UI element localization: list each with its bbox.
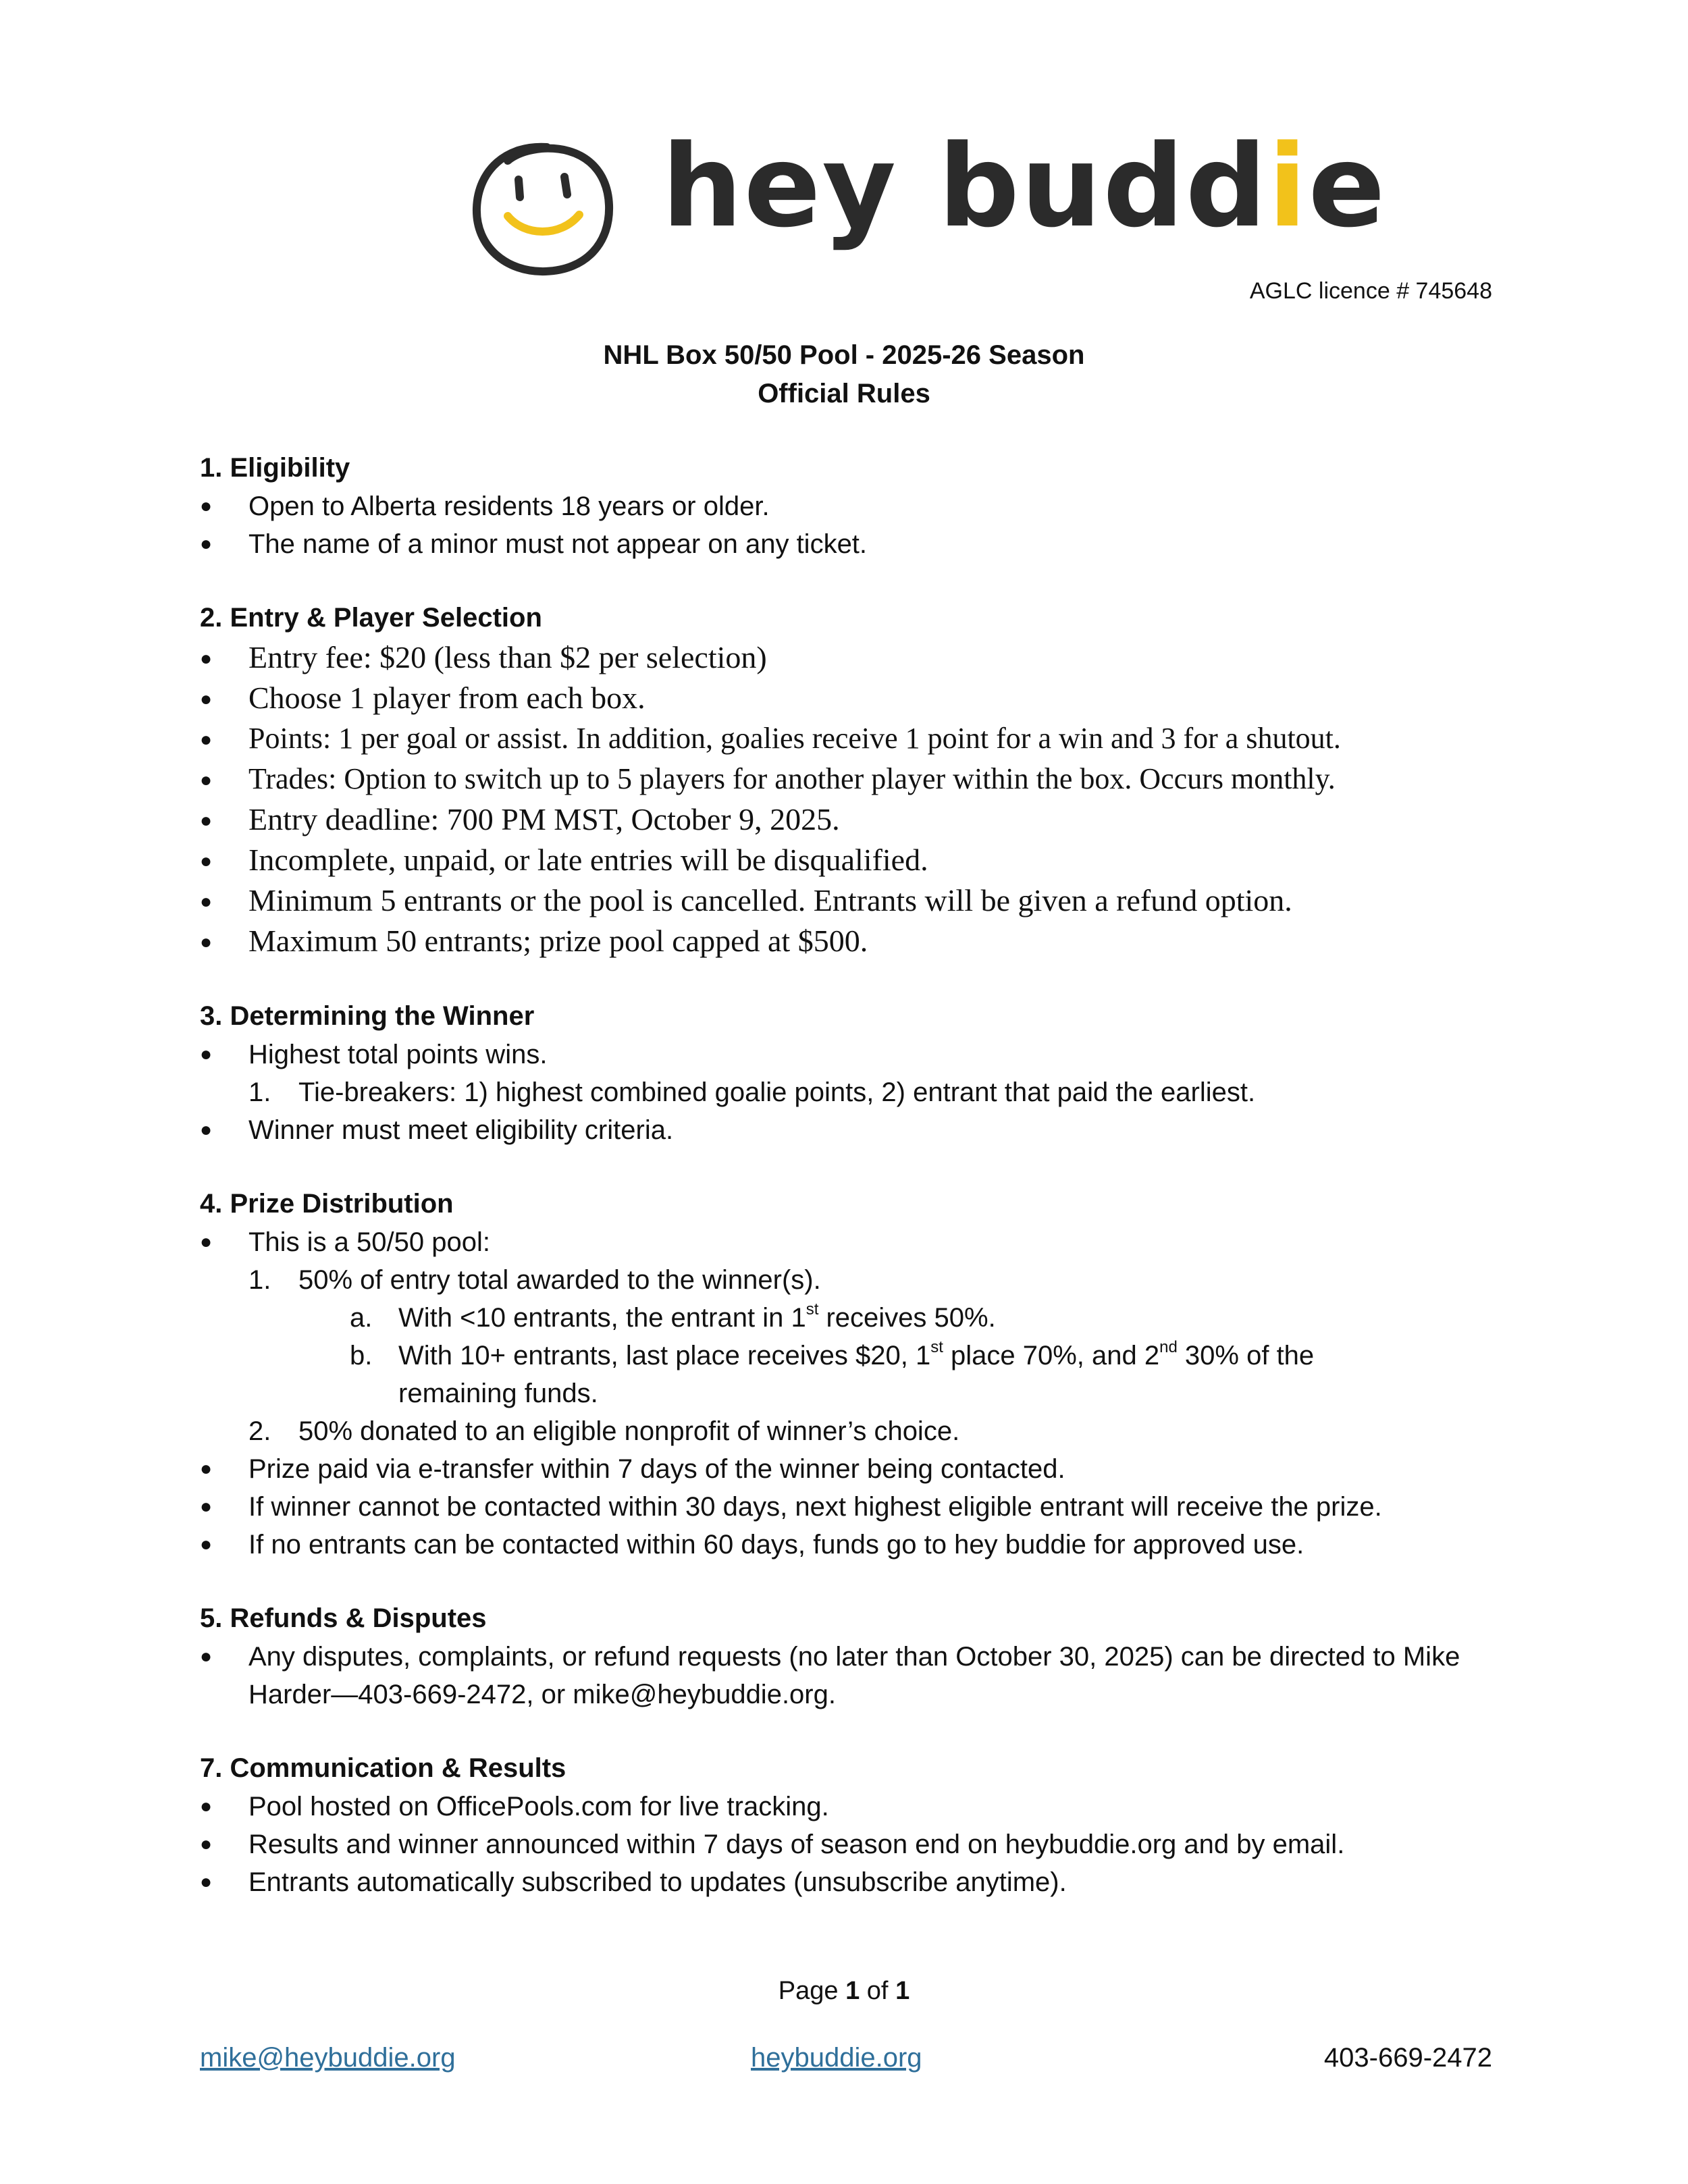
list-item: ● Winner must meet eligibility criteria. (200, 1111, 1496, 1149)
footer-phone: 403-669-2472 (1323, 2043, 1492, 2073)
section-heading-refunds: 5. Refunds & Disputes (200, 1603, 487, 1633)
list-item: ● Minimum 5 entrants or the pool is cancelled. Entrants will be given a refund option. (200, 880, 1496, 921)
section-heading-eligibility: 1. Eligibility (200, 453, 350, 483)
list-item: ● Entry deadline: 700 PM MST, October 9, 2025. (200, 799, 1496, 840)
list-item: ● Trades: Option to switch up to 5 players for another player within the box. Occurs monthly. (200, 759, 1496, 799)
footer-email-link[interactable]: mike@heybuddie.org (200, 2043, 456, 2073)
list-item: 2. 50% donated to an eligible nonprofit of winner’s choice. (248, 1416, 960, 1446)
bullet-icon: ● (200, 809, 213, 832)
bullet-icon: ● (200, 1231, 213, 1253)
section-heading-winner: 3. Determining the Winner (200, 1001, 535, 1031)
section-heading-prize: 4. Prize Distribution (200, 1189, 454, 1219)
bullet-icon: ● (200, 1871, 213, 1893)
bullet-icon: ● (200, 1043, 213, 1065)
list-item: ● Any disputes, complaints, or refund requests (no later than October 30, 2025) can be directed to Mike Harder—403-669-2472, or mike@heybuddie.org. (200, 1638, 1496, 1713)
title-line-1: NHL Box 50/50 Pool - 2025-26 Season (603, 340, 1085, 370)
list-item: ● If no entrants can be contacted within 60 days, funds go to hey buddie for approved use. (200, 1526, 1496, 1564)
bullet-icon: ● (200, 850, 213, 872)
document-title (0, 336, 1688, 413)
list-item: ● This is a 50/50 pool: (200, 1223, 1496, 1261)
list-item: 1. Tie-breakers: 1) highest combined goalie points, 2) entrant that paid the earliest. (248, 1077, 1256, 1107)
smiley-face-icon (466, 135, 621, 284)
bullet-icon: ● (200, 495, 213, 517)
list-item: ● Maximum 50 entrants; prize pool capped at $500. (200, 921, 1496, 961)
list-item: a. With <10 entrants, the entrant in 1st receives 50%. (350, 1300, 996, 1333)
licence-number: AGLC licence # 745648 (1249, 278, 1492, 304)
bullet-icon: ● (200, 1458, 213, 1480)
hey-buddie-logo (466, 120, 1387, 284)
list-item: ● Points: 1 per goal or assist. In addition, goalies receive 1 point for a win and 3 for a shutout. (200, 718, 1496, 759)
bullet-icon: ● (200, 890, 213, 913)
bullet-icon: ● (200, 931, 213, 953)
bullet-icon: ● (200, 769, 213, 791)
page-number: Page 1 of 1 (778, 1977, 910, 2005)
list-item: ● Highest total points wins. (200, 1036, 1496, 1073)
list-item: ● If winner cannot be contacted within 30 days, next highest eligible entrant will receive the prize. (200, 1488, 1496, 1526)
bullet-icon: ● (200, 1119, 213, 1141)
list-item: ● Results and winner announced within 7 days of season end on heybuddie.org and by email. (200, 1826, 1496, 1863)
bullet-icon: ● (200, 728, 213, 751)
rules-content (200, 448, 1496, 1901)
logo-wordmark: hey buddie (662, 120, 1387, 252)
list-item: ● Open to Alberta residents 18 years or older. (200, 487, 1496, 525)
bullet-icon: ● (200, 533, 213, 555)
bullet-icon: ● (200, 1795, 213, 1817)
list-item: ● Entrants automatically subscribed to updates (unsubscribe anytime). (200, 1863, 1496, 1901)
list-item: ● The name of a minor must not appear on any ticket. (200, 525, 1496, 563)
list-item: ● Entry fee: $20 (less than $2 per selection) (200, 637, 1496, 678)
list-item: ● Incomplete, unpaid, or late entries will be disqualified. (200, 840, 1496, 880)
list-item: ● Choose 1 player from each box. (200, 678, 1496, 718)
section-heading-entry: 2. Entry & Player Selection (200, 603, 542, 633)
list-item: 1. 50% of entry total awarded to the winner(s). (248, 1265, 821, 1295)
list-item: ● Prize paid via e-transfer within 7 days of the winner being contacted. (200, 1450, 1496, 1488)
section-heading-communication: 7. Communication & Results (200, 1753, 566, 1783)
bullet-icon: ● (200, 1833, 213, 1855)
title-line-2: Official Rules (758, 379, 930, 408)
list-item: ● Pool hosted on OfficePools.com for live tracking. (200, 1788, 1496, 1826)
bullet-icon: ● (200, 1533, 213, 1555)
bullet-icon: ● (200, 1645, 213, 1668)
footer-website-link[interactable]: heybuddie.org (751, 2043, 922, 2073)
bullet-icon: ● (200, 647, 213, 670)
bullet-icon: ● (200, 1495, 213, 1518)
bullet-icon: ● (200, 688, 213, 710)
list-item: b. With 10+ entrants, last place receives $20, 1st place 70%, and 2nd 30% of the remaining funds. (350, 1338, 1315, 1408)
